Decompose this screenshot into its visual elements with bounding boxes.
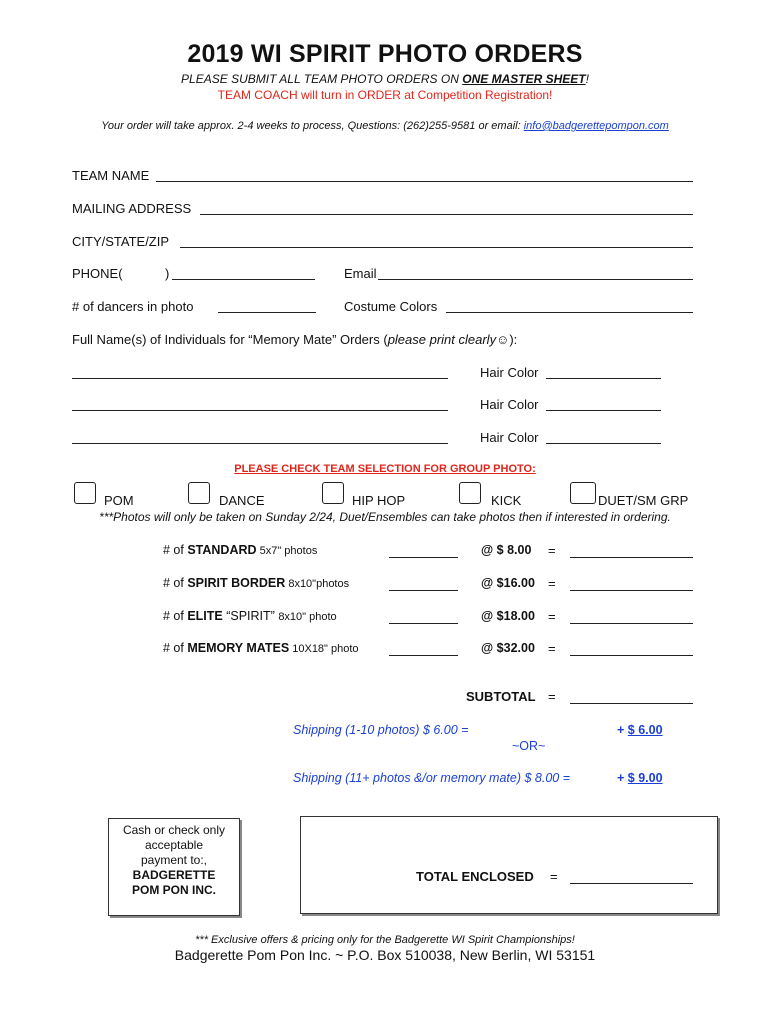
shipping-small-amount: + $ 6.00: [617, 723, 663, 737]
amount-field[interactable]: [570, 557, 693, 558]
process-note: Your order will take approx. 2-4 weeks to process, Questions: (262)255-9581 or email: info@badgerettepompon.com: [101, 120, 669, 132]
costume-colors-field[interactable]: [446, 312, 693, 313]
team-selection-header: PLEASE CHECK TEAM SELECTION FOR GROUP PHOTO:: [234, 463, 536, 475]
pom-label: POM: [104, 493, 134, 508]
payment-payee: POM PON INC.: [131, 883, 216, 897]
email-link[interactable]: info@badgerettepompon.com: [523, 120, 669, 132]
phone-field[interactable]: [172, 279, 315, 280]
amount-field[interactable]: [570, 623, 693, 624]
duet-checkbox[interactable]: [570, 482, 596, 504]
equals: =: [548, 576, 556, 591]
payment-line: payment to:,: [140, 853, 208, 867]
hair-color-field[interactable]: [546, 443, 661, 444]
kick-checkbox[interactable]: [459, 482, 481, 504]
memory-mate-name-field[interactable]: [72, 378, 448, 379]
exclusive-offer-note: *** Exclusive offers & pricing only for the Badgerette WI Spirit Championships!: [195, 934, 575, 946]
costume-colors-label: Costume Colors: [344, 299, 438, 314]
subtotal-label: SUBTOTAL: [466, 689, 536, 704]
dance-label: DANCE: [219, 493, 265, 508]
phone-paren: ): [165, 266, 170, 281]
kick-label: KICK: [491, 493, 522, 508]
price: @ $ 8.00: [481, 543, 532, 557]
mailing-address-label: MAILING ADDRESS: [72, 201, 192, 216]
product-spirit-border: # of SPIRIT BORDER 8x10"photos: [163, 576, 350, 590]
hair-color-field[interactable]: [546, 378, 661, 379]
memory-mate-prompt: Full Name(s) of Individuals for “Memory Mate” Orders (please print clearly☺):: [72, 332, 518, 347]
hip-hop-label: HIP HOP: [352, 493, 406, 508]
city-state-zip-field[interactable]: [180, 247, 693, 248]
payment-line: acceptable: [144, 838, 204, 852]
payment-info-box: [108, 818, 240, 916]
product-standard: # of STANDARD 5x7" photos: [163, 543, 318, 557]
memory-mate-name-field[interactable]: [72, 443, 448, 444]
qty-field[interactable]: [389, 623, 458, 624]
phone-label: PHONE(: [72, 266, 123, 281]
company-address: Badgerette Pom Pon Inc. ~ P.O. Box 510038, New Berlin, WI 53151: [174, 947, 596, 963]
payment-payee: BADGERETTE: [132, 868, 216, 882]
product-elite: # of ELITE “SPIRIT” 8x10" photo: [163, 609, 337, 623]
shipping-small-label: Shipping (1-10 photos) $ 6.00 =: [293, 723, 469, 737]
team-name-label: TEAM NAME: [72, 168, 150, 183]
hair-color-label: Hair Color: [480, 365, 539, 380]
submit-instructions: PLEASE SUBMIT ALL TEAM PHOTO ORDERS ON ONE MASTER SHEET!: [181, 72, 589, 86]
price: @ $32.00: [481, 641, 535, 655]
team-name-field[interactable]: [156, 181, 693, 182]
equals: =: [548, 689, 556, 704]
hip-hop-checkbox[interactable]: [322, 482, 344, 504]
equals: =: [548, 641, 556, 656]
hair-color-label: Hair Color: [480, 430, 539, 445]
hair-color-field[interactable]: [546, 410, 661, 411]
dance-checkbox[interactable]: [188, 482, 210, 504]
hair-color-label: Hair Color: [480, 397, 539, 412]
qty-field[interactable]: [389, 557, 458, 558]
equals: =: [548, 543, 556, 558]
subtotal-field[interactable]: [570, 703, 693, 704]
email-field[interactable]: [378, 279, 693, 280]
photo-day-note: ***Photos will only be taken on Sunday 2/24, Duet/Ensembles can take photos then if interested in ordering.: [99, 510, 671, 524]
payment-line: Cash or check only: [122, 823, 226, 837]
page-title: 2019 WI SPIRIT PHOTO ORDERS: [187, 40, 583, 68]
dancers-label: # of dancers in photo: [72, 299, 194, 314]
total-enclosed-label: TOTAL ENCLOSED: [416, 869, 534, 884]
coach-note: TEAM COACH will turn in ORDER at Competition Registration!: [217, 88, 553, 102]
memory-mate-name-field[interactable]: [72, 410, 448, 411]
mailing-address-field[interactable]: [200, 214, 693, 215]
pom-checkbox[interactable]: [74, 482, 96, 504]
total-enclosed-box: [300, 816, 718, 914]
total-enclosed-field[interactable]: [570, 883, 693, 884]
amount-field[interactable]: [570, 655, 693, 656]
amount-field[interactable]: [570, 590, 693, 591]
shipping-large-label: Shipping (11+ photos &/or memory mate) $ 8.00 =: [293, 771, 571, 785]
equals: =: [548, 609, 556, 624]
email-label: Email: [344, 266, 377, 281]
city-state-zip-label: CITY/STATE/ZIP: [72, 234, 170, 249]
duet-label: DUET/SM GRP: [598, 493, 689, 508]
or-separator: ~OR~: [512, 739, 546, 753]
qty-field[interactable]: [389, 655, 458, 656]
shipping-large-amount: + $ 9.00: [617, 771, 663, 785]
price: @ $16.00: [481, 576, 535, 590]
dancers-field[interactable]: [218, 312, 316, 313]
qty-field[interactable]: [389, 590, 458, 591]
equals: =: [550, 869, 558, 884]
product-memory-mates: # of MEMORY MATES 10X18" photo: [163, 641, 359, 655]
price: @ $18.00: [481, 609, 535, 623]
